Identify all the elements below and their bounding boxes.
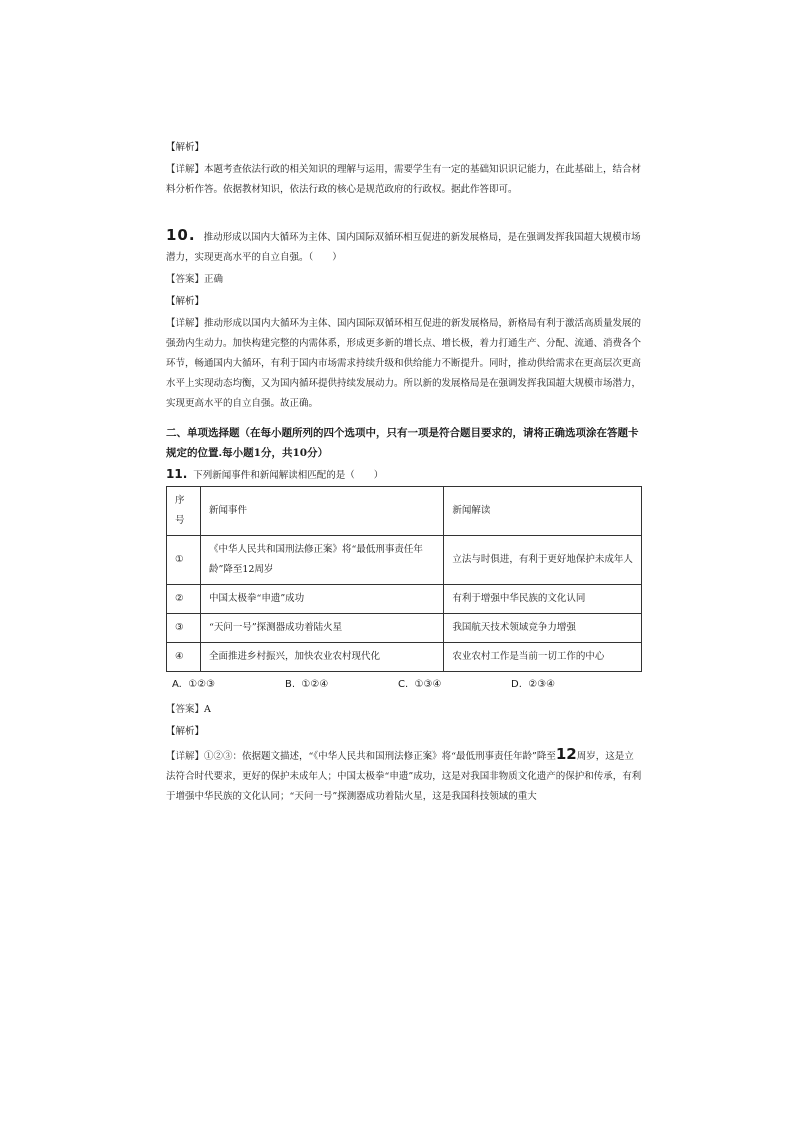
option-text: ①②④ [301,679,329,690]
q10-answer-tag: 【答案】 [166,274,205,285]
answer-options [166,679,642,699]
q9-detail-tag: 【详解】 [166,164,205,175]
option-d[interactable] [511,679,555,690]
q11-number: 11. [166,467,188,481]
table-cell-event: 中国太极拳“申遗”成功 [200,585,443,614]
q11-detail [166,744,642,807]
table-cell-reading: 立法与时俱进，有利于更好地保护未成年人 [444,536,642,585]
option-text: ①③④ [414,679,442,690]
table-cell-index: ④ [167,643,201,672]
table-cell-reading: 有利于增强中华民族的文化认同 [444,585,642,614]
q9-detail [166,160,642,200]
q11-detail-number: 12 [555,745,577,763]
table-header-cell: 新闻事件 [200,487,443,536]
q10-detail-tag: 【详解】 [166,318,205,329]
option-label: A. [172,679,182,690]
q11-detail-tag: 【详解】 [166,751,205,762]
table-row [167,614,642,643]
news-table [166,486,642,672]
table-row [167,536,642,585]
q10-detail [166,314,642,414]
table-header-row [167,487,642,536]
q10-analysis-tag: 【解析】 [166,296,205,307]
table-cell-reading: 农业农村工作是当前一切工作的中心 [444,643,642,672]
q11-answer-tag: 【答案】 [166,704,205,715]
q9-analysis-tag: 【解析】 [166,142,205,153]
q10-stem-text: 推动形成以国内大循环为主体、国内国际双循环相互促进的新发展格局，是在强调发挥我国超大规模市场潜力，实现更高水平的自立自强。（ ） [166,232,641,263]
q9-detail-text: 本题考查依法行政的相关知识的理解与运用，需要学生有一定的基础知识识记能力，在此基础上，结合材料分析作答。依据教材知识，依法行政的核心是规范政府的行政权。据此作答即可。 [166,164,642,195]
table-header-cell: 新闻解读 [444,487,642,536]
q11-detail-text-a: ①②③：依据题文描述，“《中华人民共和国刑法修正案》将“最低刑事责任年龄”降至 [204,751,556,762]
option-a[interactable] [172,679,215,690]
table-row [167,585,642,614]
q11-detail-text-b: 周岁，这是立法符合时代要求，更好的保护未成年人；中国太极拳“申遗”成功，这是对我国非物质文化遗产的保护和传承，有利于增强中华民族的文化认同；“天问一号”探测器成功着陆火星，这是我国科技领域的重大 [166,751,642,802]
option-label: B. [285,679,296,690]
q11-answer [166,700,642,720]
table-cell-reading: 我国航天技术领域竞争力增强 [444,614,642,643]
option-b[interactable] [285,679,328,690]
q10-detail-text: 推动形成以国内大循环为主体、国内国际双循环相互促进的新发展格局，新格局有利于激活高质量发展的强劲内生动力。加快构建完整的内需体系，形成更多新的增长点、增长极，着力打通生产、分配、流通、消费各个环节，畅通国内大循环，有利于国内市场需求持续升级和供给能力不断提升。同时，推动供给需求在更高层次更高水平上实现动态均衡，又为国内循环提供持续发展动力。所以新的发展格局是在强调发挥我国超大规模市场潜力，实现更高水平的自立自强。故正确。 [166,318,642,409]
q11-analysis-tag: 【解析】 [166,726,205,737]
option-c[interactable] [398,679,441,690]
table-cell-event: 《中华人民共和国刑法修正案》将“最低刑事责任年龄”降至12周岁 [200,536,443,585]
q10-answer [166,270,642,290]
q10-answer-text: 正确 [204,274,224,285]
q10-stem [166,225,642,268]
table-header-cell: 序号 [167,487,201,536]
q11-stem [166,464,642,486]
table-cell-index: ① [167,536,201,585]
q11-stem-text: 下列新闻事件和新闻解读相匹配的是（ ） [193,470,384,481]
option-text: ①②③ [188,679,216,690]
option-label: D. [511,679,522,690]
table-cell-event: 全面推进乡村振兴，加快农业农村现代化 [200,643,443,672]
q11-answer-text: A [204,704,211,715]
table-cell-event: “天问一号”探测器成功着陆火星 [200,614,443,643]
table-row [167,643,642,672]
option-label: C. [398,679,409,690]
table-cell-index: ② [167,585,201,614]
q10-number: 10. [166,226,196,244]
option-text: ②③④ [528,679,556,690]
section-title: 二、单项选择题（在每小题所列的四个选项中，只有一项是符合题目要求的，请将正确选项涂在答题卡规定的位置.每小题1分，共10分） [166,427,639,459]
table-cell-index: ③ [167,614,201,643]
